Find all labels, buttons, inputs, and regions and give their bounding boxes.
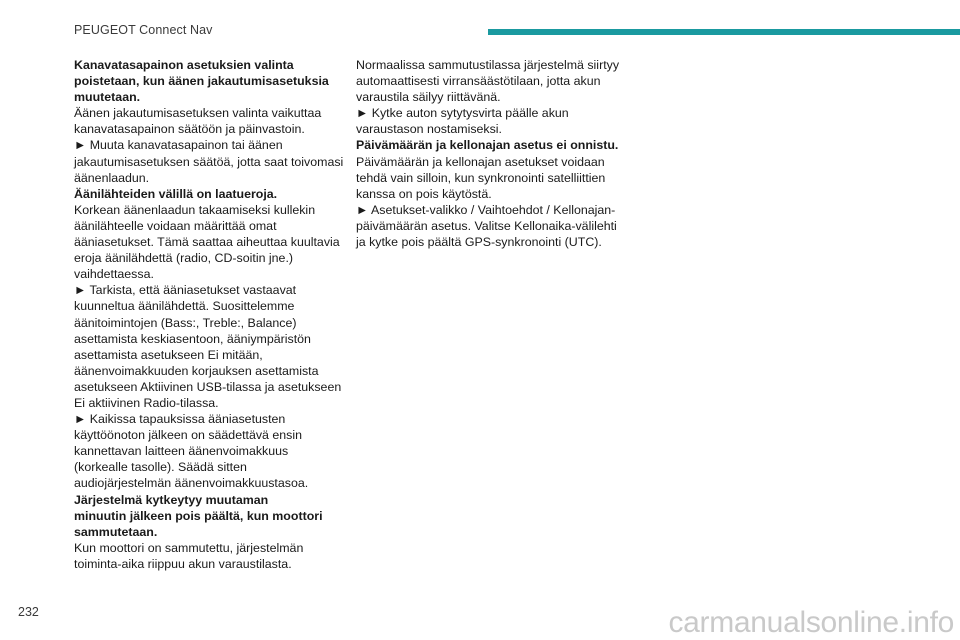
body-paragraph: ► Muuta kanavatasapainon tai äänen jakautumisasetuksen säätöä, jotta saat toivomasi äänenlaadun. [74, 138, 344, 185]
watermark-logo: carmanualsonline.info [668, 606, 954, 639]
right-text-column [356, 57, 628, 250]
body-paragraph: Päivämäärän ja kellonajan asetukset voidaan tehdä vain silloin, kun synkronointi satelliittien kanssa on pois käytöstä. [356, 154, 606, 201]
body-paragraph: ► Asetukset-valikko / Vaihtoehdot / Kellonajan- päivämäärän asetus. Valitse Kellonaika-välilehti ja kytke pois päältä GPS-synkronointi (UTC). [356, 202, 617, 250]
body-paragraph: ► Kytke auton sytytysvirta päälle akun varaustason nostamiseksi. [356, 106, 569, 137]
header-accent-bar [488, 29, 960, 35]
page-number: 232 [18, 605, 39, 619]
body-paragraph: ► Kaikissa tapauksissa ääniasetusten käyttöönoton jälkeen on säädettävä ensin kannettavan laitteen äänenvoimakkuus (korkealle tasolle). Säädä sitten audiojärjestelmän äänenvoimakkuustasoa. [74, 412, 309, 491]
section-heading: Päivämäärän ja kellonajan asetus ei onnistu. [356, 138, 619, 153]
section-heading: Kanavatasapainon asetuksien valinta poistetaan, kun äänen jakautumisasetuksia muutetaan. [74, 58, 329, 105]
body-paragraph: Normaalissa sammutustilassa järjestelmä siirtyy automaattisesti virransäästötilaan, jotta akun varaustila säilyy riittävänä. [356, 58, 620, 105]
section-heading: Äänilähteiden välillä on laatueroja. [74, 186, 278, 201]
body-paragraph: Kun moottori on sammutettu, järjestelmän toiminta-aika riippuu akun varaustilasta. [74, 540, 304, 571]
body-paragraph: Korkean äänenlaadun takaamiseksi kullekin äänilähteelle voidaan määrittää omat ääniasetukset. Tämä saattaa aiheuttaa kuultavia eroja äänilähdettä (radio, CD-soitin jne.) vaihdettaessa. [74, 202, 340, 282]
left-text-column [74, 57, 346, 572]
body-paragraph: Äänen jakautumisasetuksen valinta vaikuttaa kanavatasapainon säätöön ja päinvastoin. [74, 106, 322, 137]
header-title: PEUGEOT Connect Nav [74, 23, 213, 37]
section-heading: Järjestelmä kytkeytyy muutaman minuutin jälkeen pois päältä, kun moottori sammutetaan. [74, 492, 323, 539]
body-paragraph: ► Tarkista, että ääniasetukset vastaavat kuunneltua äänilähdettä. Suosittelemme äänitoimintojen (Bass:, Treble:, Balance) asettamista keskiasentoon, ääniympäristön asettamista asetukseen Ei mitään, äänenvoimakkuuden korjauksen asettamista asetukseen Aktiivinen USB-tilassa ja asetukseen Ei aktiivinen Radio-tilassa. [74, 283, 342, 410]
